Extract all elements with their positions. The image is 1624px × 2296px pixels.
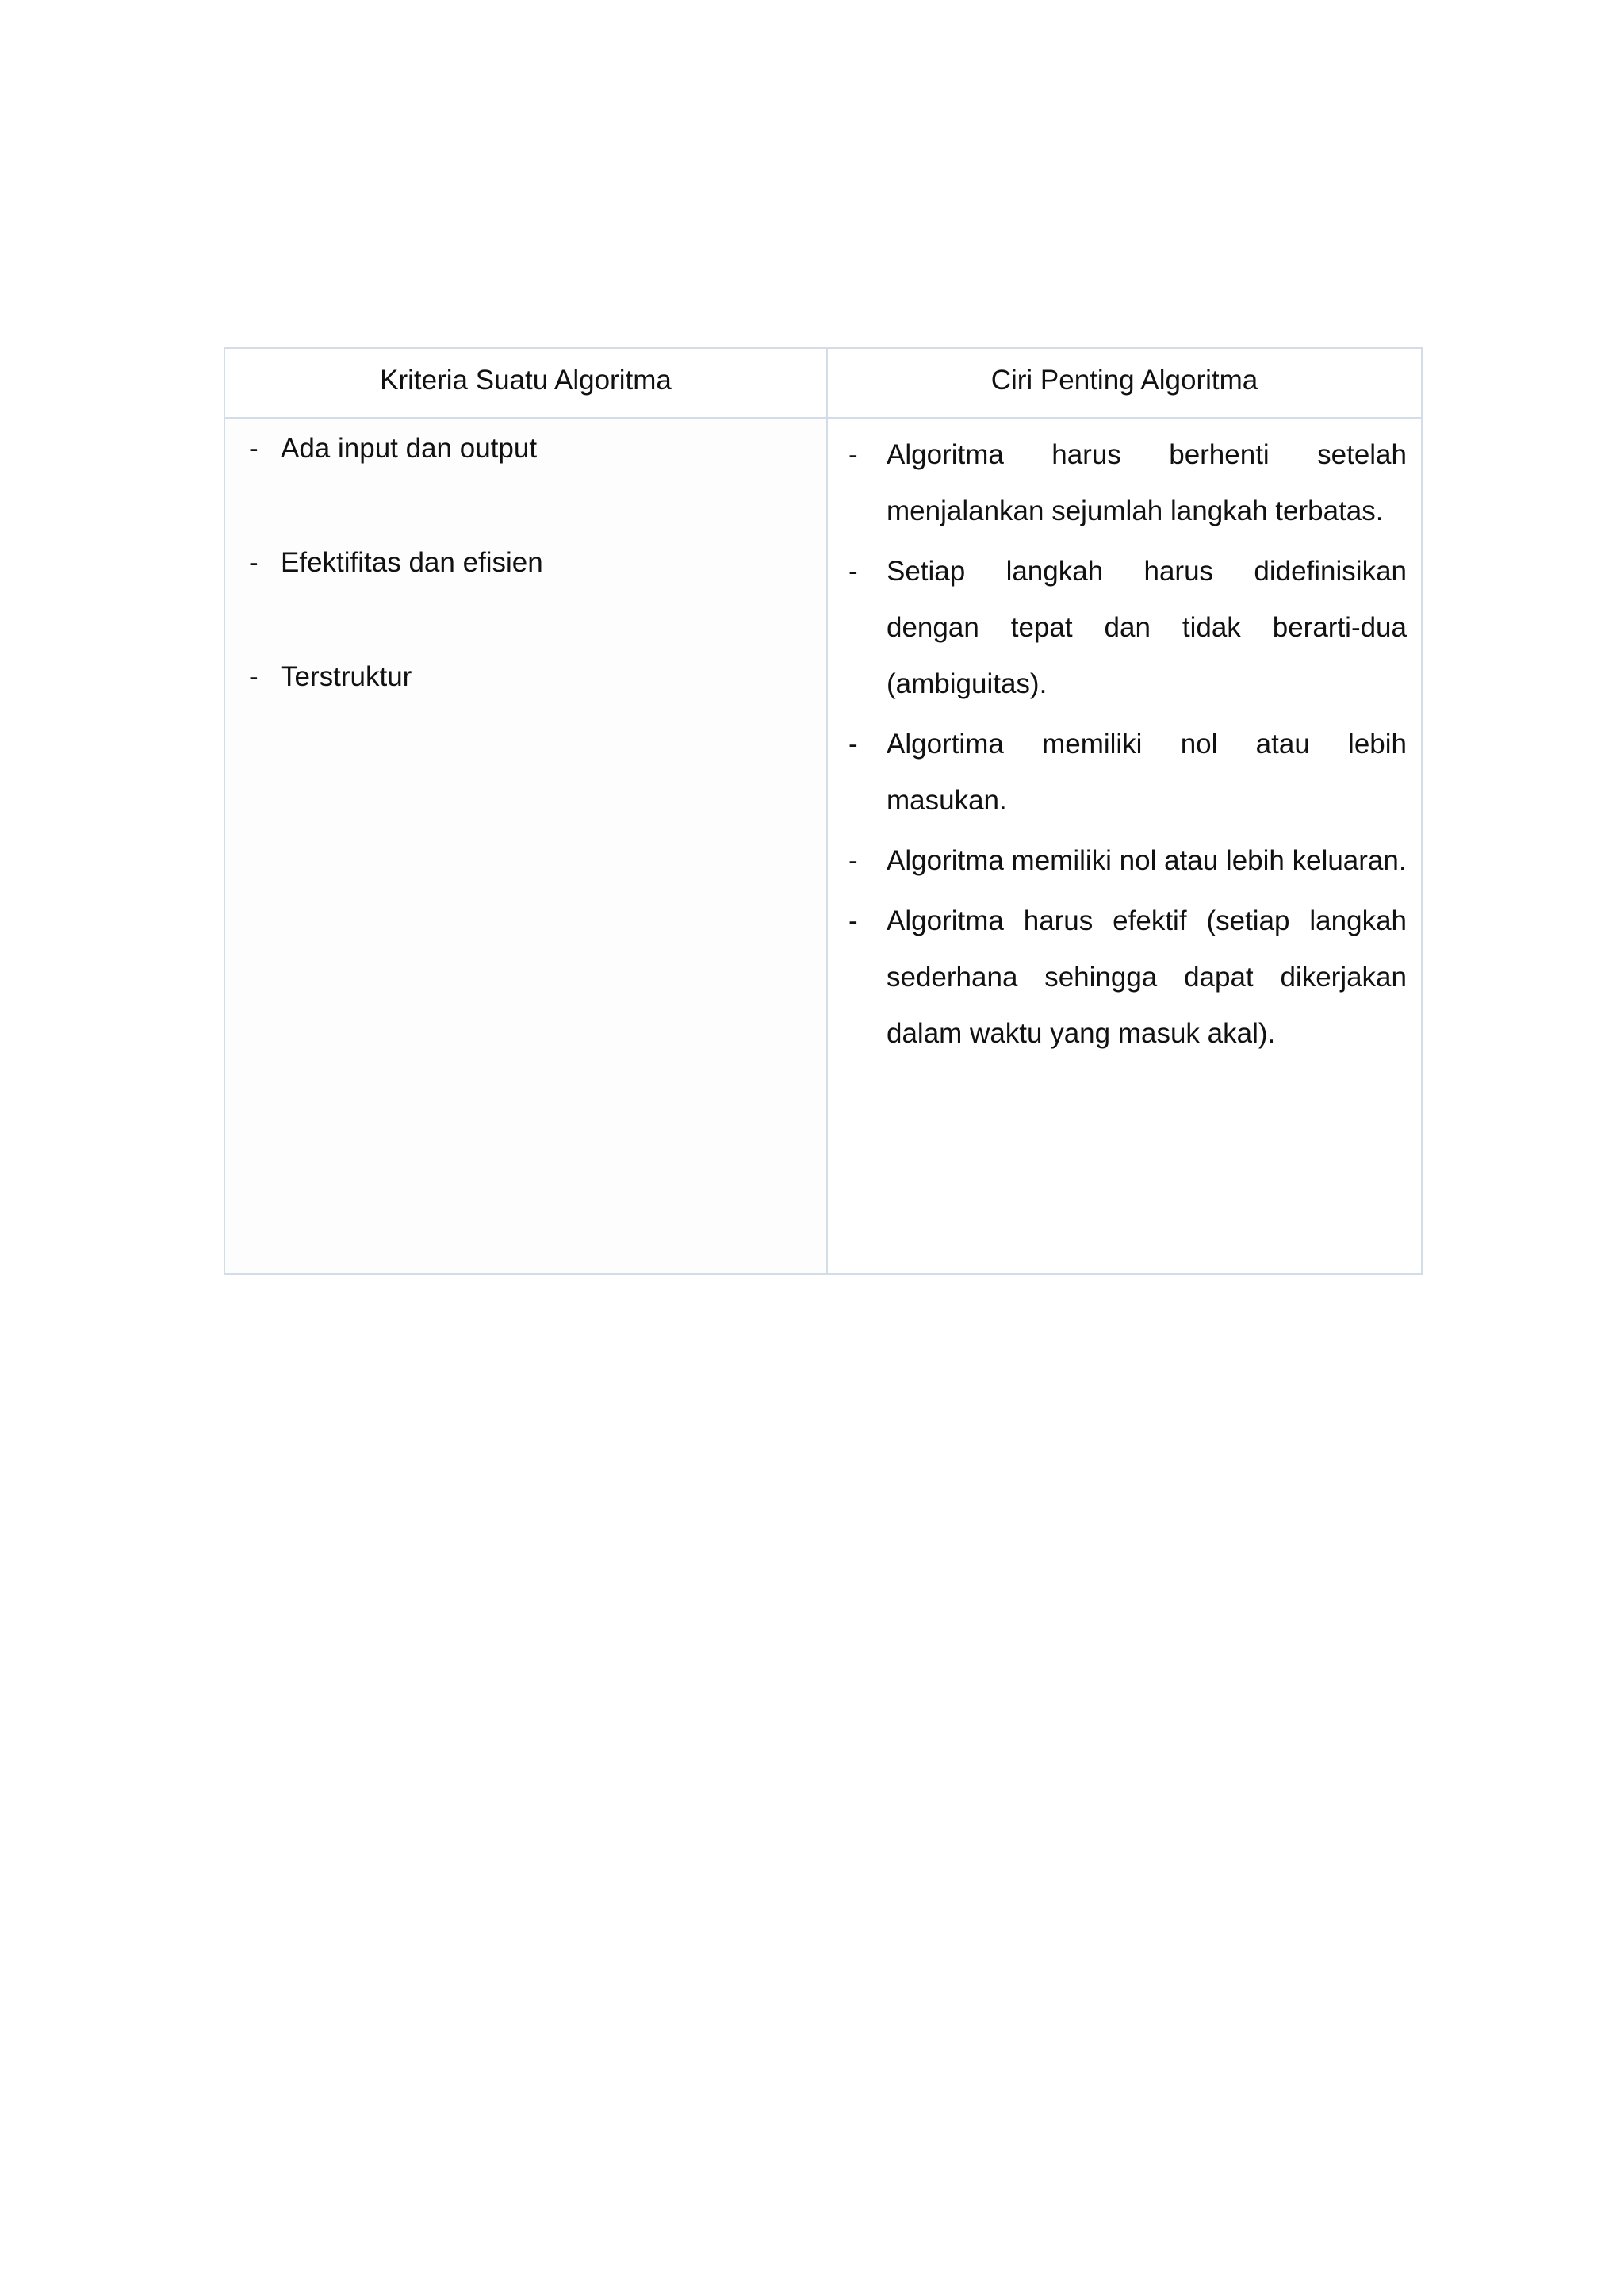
list-item bbox=[848, 427, 1407, 539]
criteria-item-text: Terstruktur bbox=[281, 661, 412, 692]
list-item bbox=[249, 541, 810, 585]
criteria-cell bbox=[225, 419, 828, 1273]
list-item bbox=[249, 655, 810, 699]
criteria-list bbox=[249, 427, 810, 769]
characteristics-list bbox=[848, 427, 1407, 1066]
criteria-item-text: Ada input dan output bbox=[281, 433, 538, 464]
characteristic-item-text: Algoritma harus berhenti setelah menjalankan sejumlah langkah terbatas. bbox=[887, 439, 1407, 526]
characteristic-item-text: Algoritma memiliki nol atau lebih keluaran. bbox=[887, 845, 1407, 876]
bullet-dash: - bbox=[848, 556, 858, 587]
list-item bbox=[848, 832, 1407, 889]
bullet-dash: - bbox=[249, 547, 259, 578]
bullet-dash: - bbox=[249, 433, 259, 464]
list-item bbox=[249, 427, 810, 471]
characteristic-item-text: Algoritma harus efektif (setiap langkah sederhana sehingga dapat dikerjakan dalam waktu yang masuk akal). bbox=[887, 905, 1407, 1049]
bullet-dash: - bbox=[848, 845, 858, 876]
header-criteria: Kriteria Suatu Algoritma bbox=[380, 365, 672, 396]
characteristics-cell bbox=[828, 419, 1421, 1273]
algorithm-table bbox=[224, 347, 1423, 1275]
list-item bbox=[848, 716, 1407, 828]
header-characteristics: Ciri Penting Algoritma bbox=[990, 365, 1258, 396]
characteristic-item-text: Algortima memiliki nol atau lebih masukan. bbox=[887, 729, 1407, 816]
header-cell-characteristics bbox=[828, 349, 1421, 419]
bullet-dash: - bbox=[249, 661, 259, 692]
list-item bbox=[848, 893, 1407, 1062]
characteristic-item-text: Setiap langkah harus didefinisikan dengan tepat dan tidak berarti-dua (ambiguitas). bbox=[887, 556, 1407, 699]
criteria-item-text: Efektifitas dan efisien bbox=[281, 547, 543, 578]
bullet-dash: - bbox=[848, 729, 858, 760]
list-item bbox=[848, 543, 1407, 712]
bullet-dash: - bbox=[848, 439, 858, 470]
bullet-dash: - bbox=[848, 905, 858, 936]
header-cell-criteria bbox=[225, 349, 828, 419]
